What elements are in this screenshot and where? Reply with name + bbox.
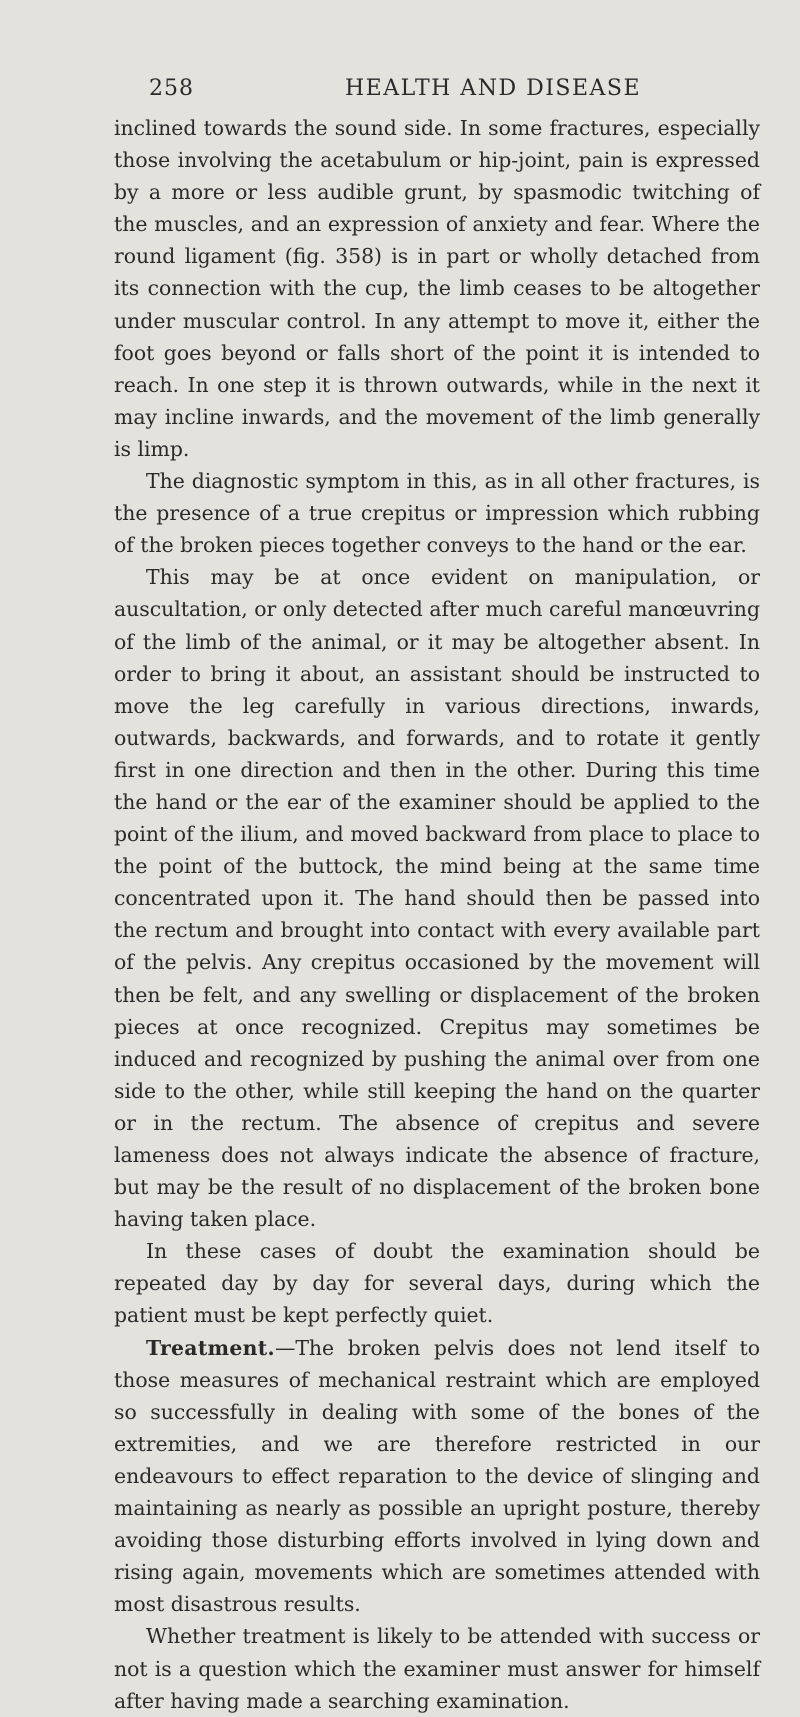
paragraph-prognosis: Whether treatment is likely to be attended with success or not is a question which the examiner must answer for himself after having made a searching examination. bbox=[114, 1624, 760, 1713]
body-text bbox=[114, 112, 760, 1717]
paragraph-doubtful-cases: In these cases of doubt the examination should be repeated day by day for several days, during which the patient must be kept perfectly quiet. bbox=[114, 1239, 760, 1328]
treatment-text: —The broken pelvis does not lend itself to those measures of mechanical restraint which are employed so successfully in dealing with some of the bones of the extremities, and we are therefore restricted in our endeavours to effect reparation to the device of slinging and maintaining as nearly as possible an upright posture, thereby avoiding those disturbing efforts involved in lying down and rising again, movements which are sometimes attended with most disastrous results. bbox=[114, 1335, 760, 1617]
page-number: 258 bbox=[149, 76, 194, 101]
running-title: HEALTH AND DISEASE bbox=[345, 76, 642, 101]
paragraph-continuation: inclined towards the sound side. In some fractures, especially those involving the acetabulum or hip-joint, pain is expressed by a more or less audible grunt, by spasmodic twitching of the muscles, and an expression of anxiety and fear. Where the round ligament (fig. 358) is in part or wholly detached from its connection with the cup, the limb ceases to be altogether under muscular control. In any attempt to move it, either the foot goes beyond or falls short of the point it is intended to reach. In one step it is thrown outwards, while in the next it may incline inwards, and the movement of the limb generally is limp. bbox=[114, 116, 760, 461]
paragraph-examination: This may be at once evident on manipulation, or auscultation, or only detected after much careful manœuvring of the limb of the animal, or it may be altogether absent. In order to bring it about, an assistant should be instructed to move the leg carefully in various directions, inwards, outwards, backwards, and forwards, and to rotate it gently first in one direction and then in the other. During this time the hand or the ear of the examiner should be applied to the point of the ilium, and moved backward from place to place to the point of the buttock, the mind being at the same time concentrated upon it. The hand should then be passed into the rectum and brought into contact with every available part of the pelvis. Any crepitus occasioned by the movement will then be felt, and any swelling or displacement of the broken pieces at once recognized. Crepitus may sometimes be induced and recognized by pushing the animal over from one side to the other, while still keeping the hand on the quarter or in the rectum. The absence of crepitus and severe lameness does not always indicate the absence of fracture, but may be the result of no displacement of the broken bone having taken place. bbox=[114, 565, 760, 1232]
running-head bbox=[149, 76, 749, 112]
treatment-heading: Treatment. bbox=[146, 1335, 275, 1360]
paragraph-diagnostic-symptom: The diagnostic symptom in this, as in all other fractures, is the presence of a true crepitus or impression which rubbing of the broken pieces together conveys to the hand or the ear. bbox=[114, 469, 760, 558]
paragraph-treatment bbox=[114, 1332, 760, 1621]
